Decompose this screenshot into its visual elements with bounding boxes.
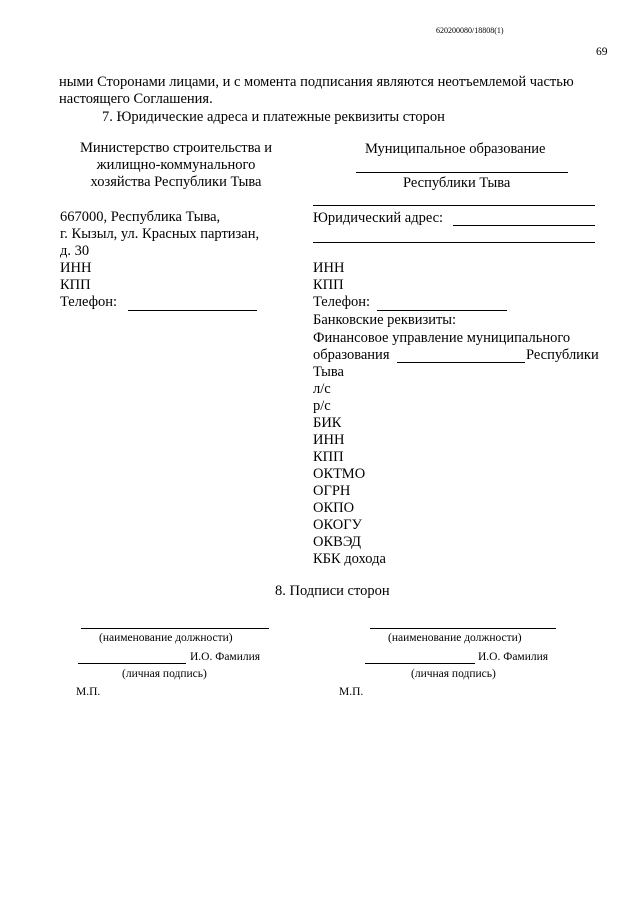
right-position-line (370, 628, 556, 629)
right-phone-label: Телефон: (313, 294, 371, 310)
bank-field-bik: БИК (313, 415, 342, 431)
right-party-divider (313, 205, 595, 206)
right-party-name-line-1: Муниципальное образование (365, 141, 546, 157)
right-kpp-label: КПП (313, 277, 344, 293)
finance-line-3: Тыва (313, 364, 344, 380)
bank-field-rs: р/с (313, 398, 331, 414)
finance-municipality-blank (397, 362, 525, 363)
right-legal-address-blank-1 (453, 225, 595, 226)
section-8-title: 8. Подписи сторон (275, 583, 390, 599)
bank-field-ogrn: ОГРН (313, 483, 351, 499)
left-seal-label: М.П. (76, 686, 101, 698)
page-number: 69 (596, 46, 608, 58)
bank-field-kpp: КПП (313, 449, 344, 465)
right-party-name-line-2: Республики Тыва (403, 175, 511, 191)
right-phone-blank (377, 310, 507, 311)
right-legal-address-label: Юридический адрес: (313, 210, 444, 226)
right-signature-line (365, 663, 475, 664)
finance-line-1: Финансовое управление муниципального (313, 330, 571, 346)
right-inn-label: ИНН (313, 260, 345, 276)
right-party-name-blank (356, 172, 568, 173)
bank-field-okogu: ОКОГУ (313, 517, 362, 533)
bank-field-okpo: ОКПО (313, 500, 355, 516)
bank-field-oktmo: ОКТМО (313, 466, 366, 482)
intro-line-2: настоящего Соглашения. (59, 91, 213, 107)
right-legal-address-blank-2 (313, 242, 595, 243)
left-signature-line (78, 663, 186, 664)
left-phone-blank (128, 310, 257, 311)
bank-field-inn: ИНН (313, 432, 345, 448)
document-code: 620200080/18808(1) (436, 26, 504, 35)
bank-details-label: Банковские реквизиты: (313, 312, 457, 328)
left-address-line-3: д. 30 (60, 243, 90, 259)
left-address-line-1: 667000, Республика Тыва, (60, 209, 221, 225)
finance-line-2a: образования (313, 347, 390, 363)
left-position-caption: (наименование должности) (99, 632, 233, 644)
section-7-title: 7. Юридические адреса и платежные реквизиты сторон (102, 109, 445, 125)
left-phone-label: Телефон: (60, 294, 118, 310)
right-position-caption: (наименование должности) (388, 632, 522, 644)
right-signature-caption: (личная подпись) (411, 668, 496, 680)
left-party-name-line-3: хозяйства Республики Тыва (90, 174, 262, 190)
left-party-name-line-1: Министерство строительства и (79, 140, 273, 156)
right-name-placeholder: И.О. Фамилия (478, 651, 549, 663)
finance-line-2b: Республики (526, 347, 599, 363)
bank-field-kbk: КБК дохода (313, 551, 386, 567)
left-name-placeholder: И.О. Фамилия (190, 651, 261, 663)
left-party-name-line-2: жилищно-коммунального (96, 157, 256, 173)
bank-field-okved: ОКВЭД (313, 534, 362, 550)
intro-line-1: ными Сторонами лицами, и с момента подписания являются неотъемлемой частью (59, 74, 574, 90)
left-address-line-2: г. Кызыл, ул. Красных партизан, (60, 226, 260, 242)
left-position-line (81, 628, 269, 629)
left-kpp-label: КПП (60, 277, 91, 293)
bank-field-ls: л/с (313, 381, 331, 397)
left-signature-caption: (личная подпись) (122, 668, 207, 680)
left-inn-label: ИНН (60, 260, 92, 276)
right-seal-label: М.П. (339, 686, 364, 698)
